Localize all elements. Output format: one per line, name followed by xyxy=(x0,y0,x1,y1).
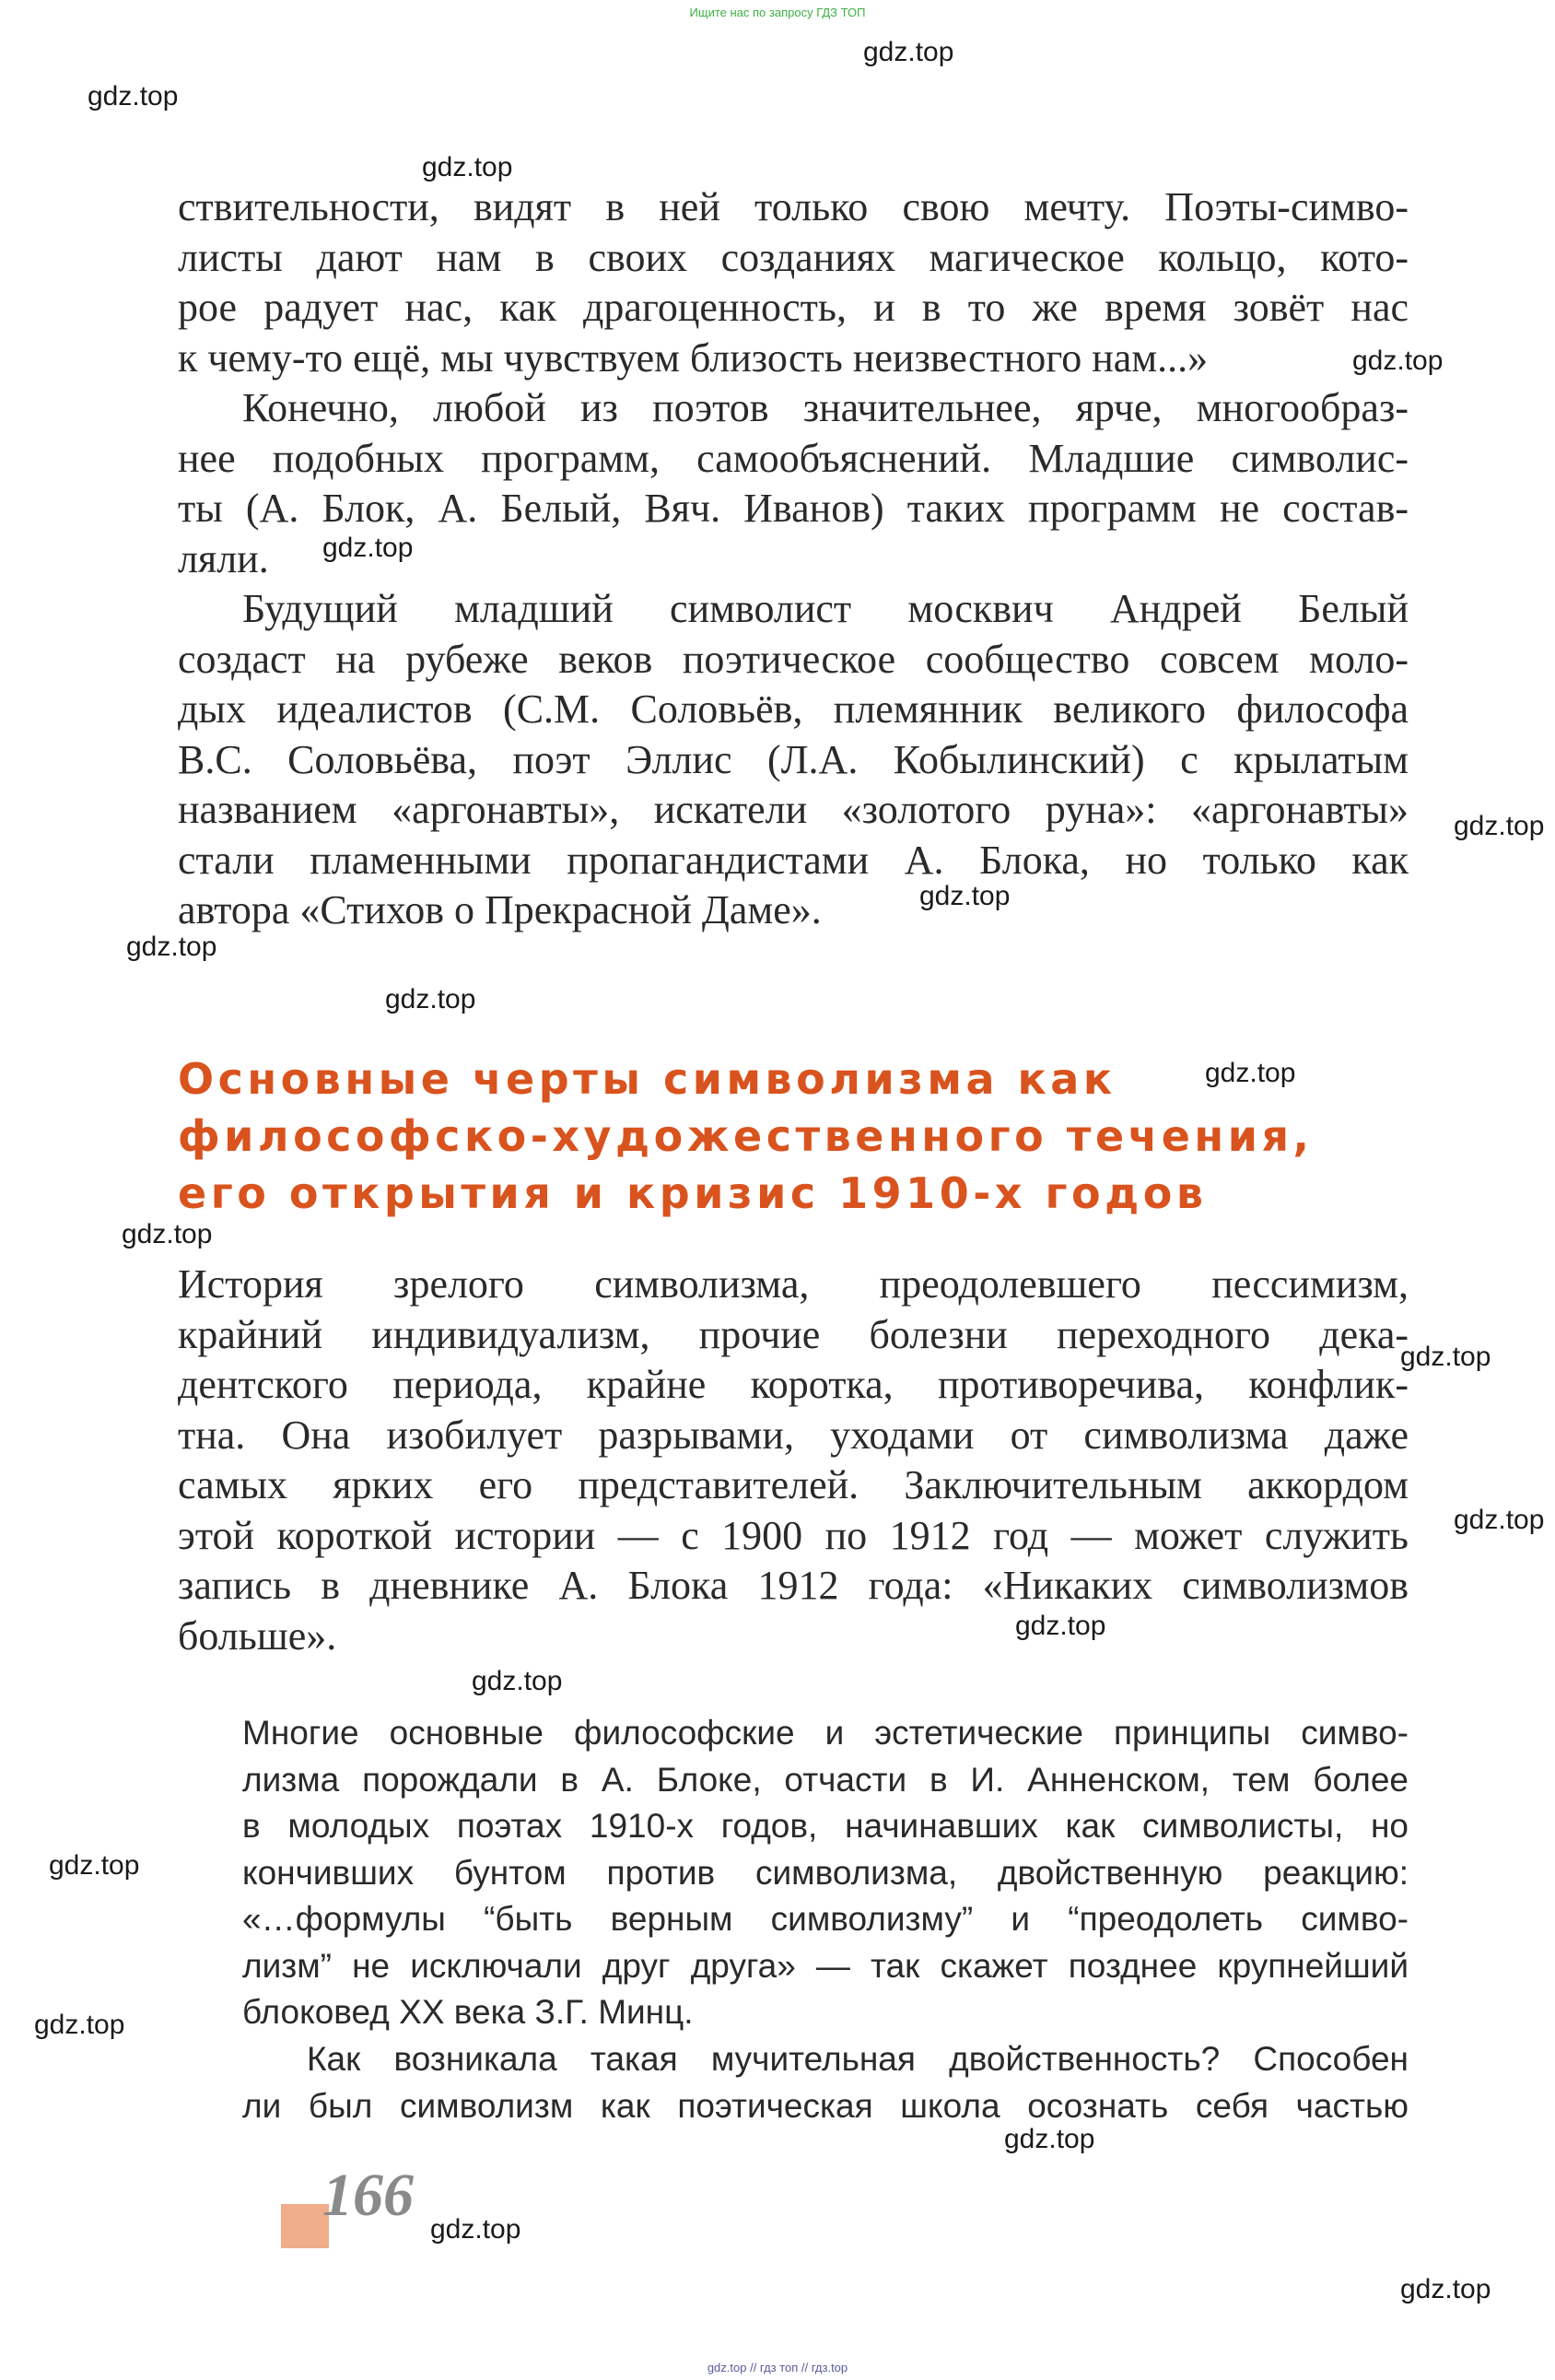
watermark: gdz.top xyxy=(1352,346,1444,376)
text-line: нее подобных программ, самообъяснений. Младшие символис- xyxy=(178,435,1409,481)
section-heading xyxy=(178,1050,1375,1222)
watermark: gdz.top xyxy=(422,152,513,182)
watermark: gdz.top xyxy=(88,81,179,111)
text-line: дых идеалистов (С.М. Соловьёв, племянник великого философа xyxy=(178,686,1409,732)
text-line: этой короткой истории — с 1900 по 1912 год — может служить xyxy=(178,1512,1409,1558)
sans-paragraph xyxy=(242,1710,1409,2036)
watermark: gdz.top xyxy=(385,984,476,1014)
text-line: рое радует нас, как драгоценность, и в то же время зовёт нас xyxy=(178,285,1409,330)
heading-line: философско-художественного течения, xyxy=(178,1111,1314,1161)
text-line: названием «аргонавты», искатели «золотого руна»: «аргонавты» xyxy=(178,787,1409,832)
watermark: gdz.top xyxy=(1454,811,1545,841)
text-line: больше». xyxy=(178,1612,337,1659)
watermark: gdz.top xyxy=(1205,1058,1296,1088)
text-line: Конечно, любой из поэтов значительнее, ярче, многообраз- xyxy=(242,385,1409,430)
watermark: gdz.top xyxy=(863,37,954,67)
text-line: ляли. xyxy=(178,535,269,581)
text-line: История зрелого символизма, преодолевшего пессимизм, xyxy=(178,1261,1409,1307)
text-line: листы дают нам в своих созданиях магическое кольцо, кото- xyxy=(178,234,1409,280)
watermark: gdz.top xyxy=(919,881,1011,911)
watermark: gdz.top xyxy=(126,932,217,962)
watermark: gdz.top xyxy=(1454,1505,1545,1535)
text-line: в молодых поэтах 1910-х годов, начинавших как символисты, но xyxy=(242,1807,1409,1845)
watermark: gdz.top xyxy=(1015,1611,1106,1641)
watermark: gdz.top xyxy=(1400,2274,1491,2304)
text-line: Будущий младший символист москвич Андрей Белый xyxy=(242,586,1409,631)
text-line: «…формулы “быть верным символизму” и “преодолеть симво- xyxy=(242,1900,1409,1938)
page-number: 166 xyxy=(322,2162,414,2229)
text-line: блоковед XX века З.Г. Минц. xyxy=(242,1993,694,2031)
text-line: Многие основные философские и эстетические принципы симво- xyxy=(242,1714,1409,1752)
text-line: дентского периода, крайне коротка, противоречива, конфлик- xyxy=(178,1362,1409,1407)
watermark: gdz.top xyxy=(472,1666,563,1696)
sans-paragraph xyxy=(242,2036,1409,2129)
heading-line: его открытия и кризис 1910-х годов xyxy=(178,1168,1208,1218)
paragraph-continuation xyxy=(178,182,1409,383)
bottom-note: gdz.top // гдз топ // гдз.top xyxy=(707,2361,848,2374)
heading-line: Основные черты символизма как xyxy=(178,1054,1117,1104)
watermark: gdz.top xyxy=(122,1219,213,1249)
watermark: gdz.top xyxy=(34,2010,125,2040)
paragraph xyxy=(178,584,1409,936)
text-line: самых ярких его представителей. Заключительным аккордом xyxy=(178,1462,1409,1507)
text-line: стали пламенными пропагандистами А. Блока, но только как xyxy=(178,837,1409,883)
watermark: gdz.top xyxy=(1400,1342,1491,1372)
text-line: ты (А. Блок, А. Белый, Вяч. Иванов) таких программ не состав- xyxy=(178,486,1409,531)
watermark: gdz.top xyxy=(49,1850,140,1881)
text-line: к чему-то ещё, мы чувствуем близость неизвестного нам...» xyxy=(178,334,1209,381)
text-line: создаст на рубеже веков поэтическое сообщество совсем моло- xyxy=(178,636,1409,682)
text-line: В.С. Соловьёва, поэт Эллис (Л.А. Кобылинский) с крылатым xyxy=(178,736,1409,782)
text-line: автора «Стихов о Прекрасной Даме». xyxy=(178,887,822,932)
text-line: крайний индивидуализм, прочие болезни переходного дека- xyxy=(178,1311,1409,1357)
watermark: gdz.top xyxy=(1004,2124,1095,2154)
text-line: ли был символизм как поэтическая школа осознать себя частью xyxy=(242,2086,1409,2125)
text-line: лизм” не исключали друг друга» — так скажет позднее крупнейший xyxy=(242,1946,1409,1985)
top-note: Ищите нас по запросу ГДЗ ТОП xyxy=(689,6,866,19)
text-line: тна. Она изобилует разрывами, уходами от символизма даже xyxy=(178,1412,1409,1458)
paragraph xyxy=(178,1260,1409,1661)
text-line: лизма порождали в А. Блоке, отчасти в И. Анненском, тем более xyxy=(242,1760,1409,1799)
text-line: запись в дневнике А. Блока 1912 года: «Никаких символизмов xyxy=(178,1563,1409,1608)
paragraph xyxy=(178,383,1409,584)
watermark: gdz.top xyxy=(322,533,414,563)
watermark: gdz.top xyxy=(430,2214,521,2245)
text-line: ствительности, видят в ней только свою мечту. Поэты-симво- xyxy=(178,184,1409,229)
text-line: кончивших бунтом против символизма, двойственную реакцию: xyxy=(242,1853,1409,1892)
text-line: Как возникала такая мучительная двойственность? Способен xyxy=(307,2040,1409,2078)
